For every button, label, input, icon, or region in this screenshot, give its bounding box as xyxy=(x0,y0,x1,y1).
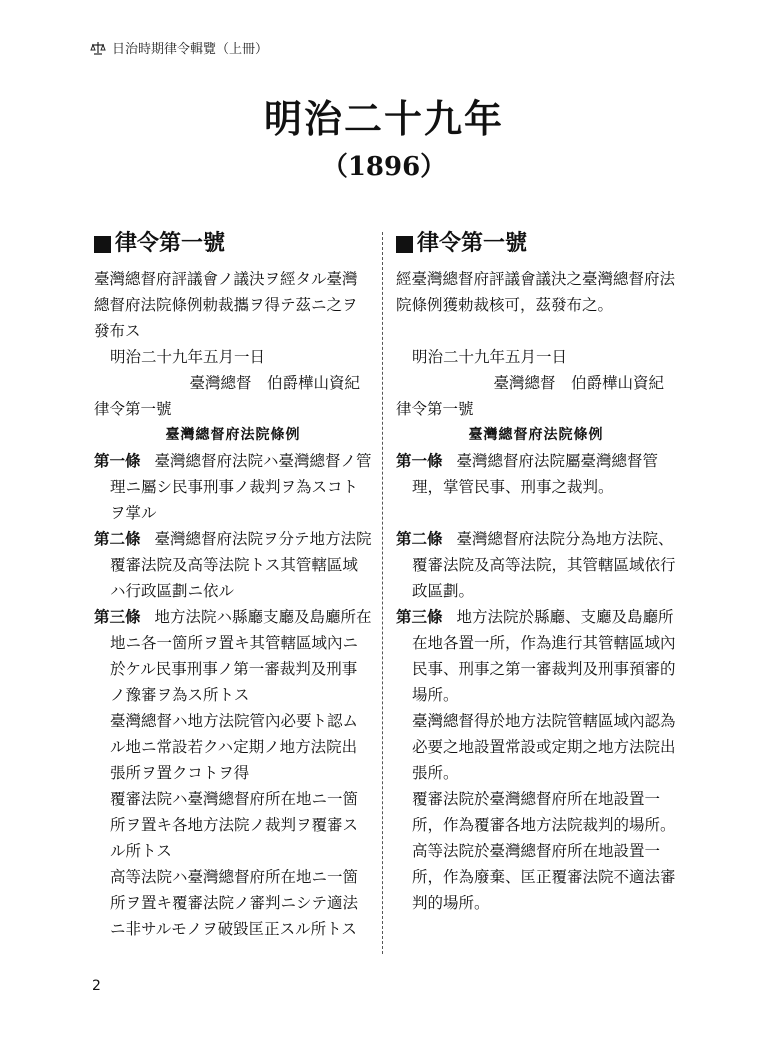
signer: 臺灣總督 伯爵樺山資紀 xyxy=(189,374,360,392)
running-title: 日治時期律令輯覽（上冊） xyxy=(112,42,269,57)
spacer xyxy=(396,318,676,344)
scale-icon xyxy=(90,41,106,55)
article-3-para-3: 覆審法院ハ臺灣總督府所在地ニ一箇所ヲ置キ各地方法院ノ裁判ヲ覆審スル所トス xyxy=(110,790,359,860)
article-label: 第三條 xyxy=(94,607,141,626)
year-subtitle: （1896） xyxy=(321,152,447,182)
article-3-para-3: 覆審法院於臺灣總督府所在地設置一所，作為覆審各地方法院裁判的場所。 xyxy=(412,790,676,834)
article-3-para-2: 臺灣總督得於地方法院管轄區域內認為必要之地設置常設或定期之地方法院出張所。 xyxy=(412,712,676,782)
column-divider xyxy=(382,232,383,954)
law-name: 臺灣總督府法院條例 xyxy=(468,427,604,443)
article-label: 第一條 xyxy=(94,451,141,470)
article-1 xyxy=(94,448,372,526)
law-number: 律令第一號 xyxy=(94,400,172,418)
law-number: 律令第一號 xyxy=(396,400,474,418)
article-3 xyxy=(396,604,676,708)
running-header xyxy=(90,38,268,57)
page-title: 明治二十九年 xyxy=(263,96,504,141)
square-bullet-icon xyxy=(396,236,413,253)
article-text: 臺灣總督府法院ハ臺灣總督ノ管理ニ屬シ民事刑事ノ裁判ヲ為スコトヲ掌ル xyxy=(110,452,372,522)
article-3-para-4: 高等法院於臺灣總督府所在地設置一所，作為廢棄、匡正覆審法院不適法審判的場所。 xyxy=(412,842,676,912)
spacer xyxy=(396,500,676,526)
article-label: 第一條 xyxy=(396,451,443,470)
article-2 xyxy=(396,526,676,604)
preamble: 經臺灣總督府評議會議決之臺灣總督府法院條例獲勅裁核可，茲發布之。 xyxy=(396,270,676,314)
article-label: 第二條 xyxy=(396,529,443,548)
article-3 xyxy=(94,604,372,708)
law-name: 臺灣總督府法院條例 xyxy=(165,427,301,443)
page-number: 2 xyxy=(92,978,101,994)
article-3-para-2: 臺灣總督ハ地方法院管內必要ト認ムル地ニ常設若クハ定期ノ地方法院出張所ヲ置クコトヲ得 xyxy=(110,712,359,782)
promulgation-date: 明治二十九年五月一日 xyxy=(110,348,266,366)
article-text: 臺灣總督府法院ヲ分テ地方法院覆審法院及高等法院トス其管轄區域ハ行政區劃ニ依ル xyxy=(110,530,372,600)
chinese-column xyxy=(396,228,676,916)
square-bullet-icon xyxy=(94,236,111,253)
japanese-column xyxy=(94,228,372,942)
promulgation-date: 明治二十九年五月一日 xyxy=(412,348,568,366)
article-label: 第三條 xyxy=(396,607,443,626)
section-heading: 律令第一號 xyxy=(94,228,372,260)
signer: 臺灣總督 伯爵樺山資紀 xyxy=(493,374,664,392)
article-text: 臺灣總督府法院屬臺灣總督管理，掌管民事、刑事之裁判。 xyxy=(412,452,659,496)
article-label: 第二條 xyxy=(94,529,141,548)
article-text: 地方法院ハ縣廳支廳及島廳所在地ニ各一箇所ヲ置キ其管轄區域內ニ於ケル民事刑事ノ第一審裁判及刑事ノ豫審ヲ為ス所トス xyxy=(110,608,372,704)
article-text: 地方法院於縣廳、支廳及島廳所在地各置一所，作為進行其管轄區域內民事、刑事之第一審裁判及刑事預審的場所。 xyxy=(412,608,676,704)
article-1 xyxy=(396,448,676,500)
article-2 xyxy=(94,526,372,604)
article-3-para-4: 高等法院ハ臺灣總督府所在地ニ一箇所ヲ置キ覆審法院ノ審判ニシテ適法ニ非サルモノヲ破毀匡正スル所トス xyxy=(110,868,359,938)
preamble: 臺灣總督府評議會ノ議決ヲ經タル臺灣總督府法院條例勅裁攜ヲ得テ茲ニ之ヲ發布ス xyxy=(94,270,358,340)
section-heading: 律令第一號 xyxy=(396,228,676,260)
article-text: 臺灣總督府法院分為地方法院、覆審法院及高等法院，其管轄區域依行政區劃。 xyxy=(412,530,676,600)
